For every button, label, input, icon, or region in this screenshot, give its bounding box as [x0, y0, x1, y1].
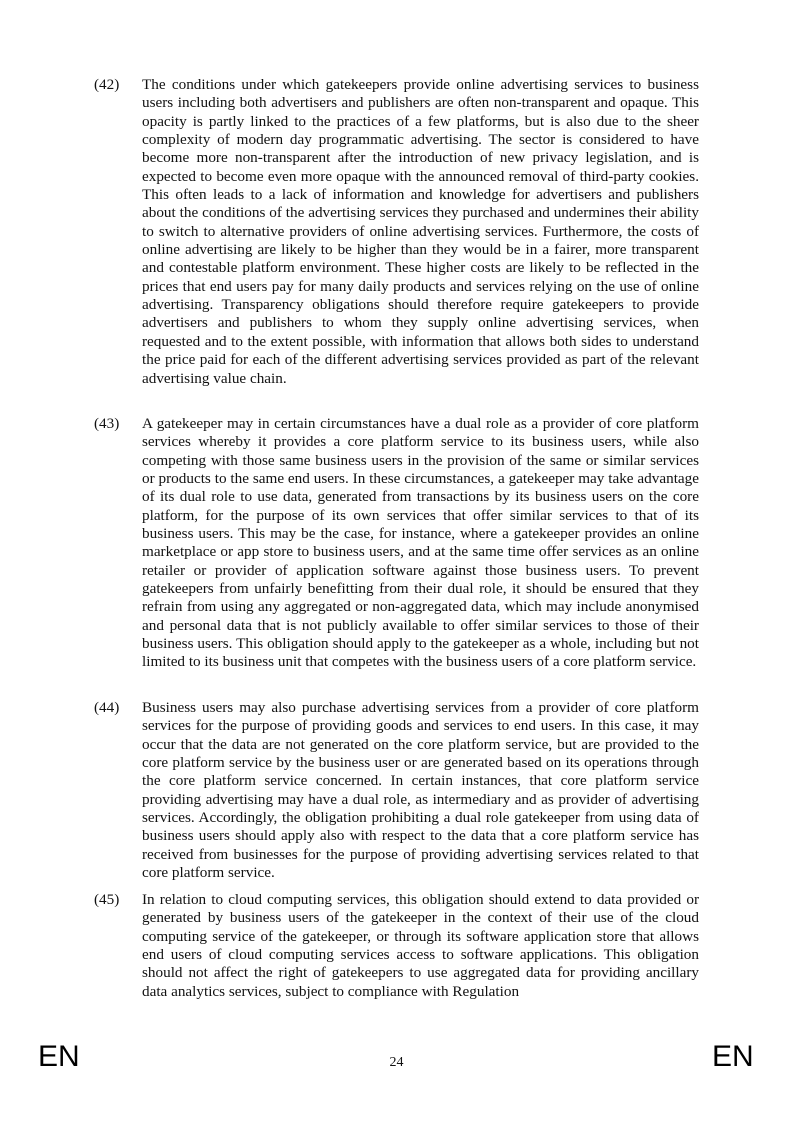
recital-number: (42) [94, 76, 120, 93]
recital-number: (43) [94, 415, 120, 432]
page-number: 24 [389, 1055, 404, 1070]
recital-44 [94, 699, 699, 882]
recital-text: In relation to cloud computing services, this obligation should extend to data provided or generated by business users of the gatekeeper in the context of their use of the cloud computing service of the gatekeeper, or through its software application store that allows end users of cloud computing services access to software applications. This obligation should not affect the right of gatekeepers to use aggregated data for providing ancillary data analytics services, subject to compliance with Regulation [142, 891, 699, 1000]
recital-text: Business users may also purchase advertising services from a provider of core platform services for the purpose of providing goods and services to end users. In this case, it may occur that the data are not generated on the core platform service, but are provided to the core platform service by the business user or are generated based on its operations through the core platform service concerned. In certain instances, that core platform service providing advertising may have a dual role, as intermediary and as provider of advertising services. Accordingly, the obligation prohibiting a dual role gatekeeper from using data of business users should apply also with respect to the data that a core platform service has received from businesses for the purpose of providing advertising services related to that core platform service. [142, 699, 699, 882]
recital-43 [94, 415, 699, 672]
recital-text: A gatekeeper may in certain circumstances have a dual role as a provider of core platform services whereby it provides a core platform service to its business users, while also competing with those same business users in the provision of the same or similar services or products to the same end users. In these circumstances, a gatekeeper may take advantage of its dual role to use data, generated from transactions by its business users on the core platform, for the purpose of its own services that offer similar services to that of its business users. This may be the case, for instance, where a gatekeeper provides an online marketplace or app store to business users, and at the same time offer services as an online retailer or provider of application software against those business users. To prevent gatekeepers from unfairly benefitting from their dual role, it should be ensured that they refrain from using any aggregated or non-aggregated data, which may include anonymised and personal data that is not publicly available to offer similar services to those of their business users. This obligation should apply to the gatekeeper as a whole, including but not limited to its business unit that competes with the business users of a core platform service. [142, 415, 699, 671]
recital-number: (44) [94, 699, 120, 716]
footer-language-left: EN [38, 1040, 80, 1073]
recital-45 [94, 891, 699, 1001]
recital-text: The conditions under which gatekeepers provide online advertising services to business users including both advertisers and publishers are often non-transparent and opaque. This opacity is partly linked to the practices of a few platforms, but is also due to the sheer complexity of modern day programmatic advertising. The sector is considered to have become more non-transparent after the introduction of new privacy legislation, and is expected to become even more opaque with the announced removal of third-party cookies. This often leads to a lack of information and knowledge for advertisers and publishers about the conditions of the advertising services they purchased and undermines their ability to switch to alternative providers of online advertising services. Furthermore, the costs of online advertising are likely to be higher than they would be in a fairer, more transparent and contestable platform environment. These higher costs are likely to be reflected in the prices that end users pay for many daily products and services relying on the use of online advertising. Transparency obligations should therefore require gatekeepers to provide advertisers and publishers to whom they supply online advertising services, when requested and to the extent possible, with information that allows both sides to understand the price paid for each of the different advertising services provided as part of the relevant advertising value chain. [142, 76, 699, 387]
recital-number: (45) [94, 891, 120, 908]
footer-language-right: EN [712, 1040, 754, 1073]
recital-42 [94, 76, 699, 388]
